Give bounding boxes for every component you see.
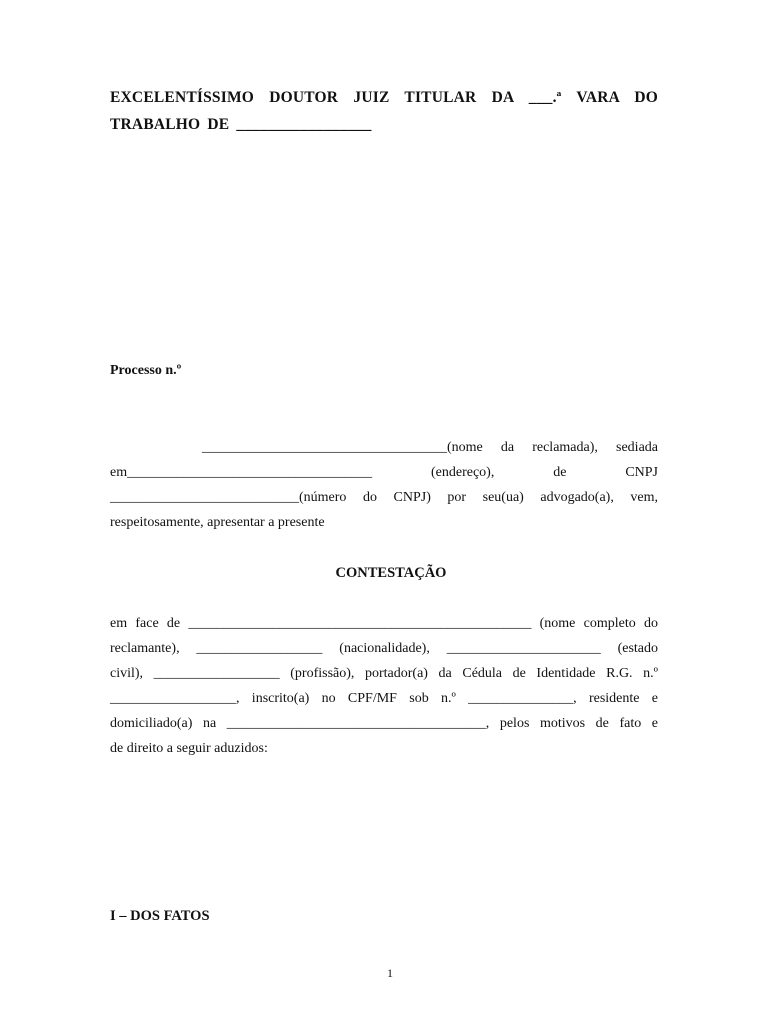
body-line-6: de direito a seguir aduzidos:	[110, 741, 268, 756]
body-line-3: civil), __________________ (profissão), portador(a) da Cédula de Identidade R.G. n.º	[110, 666, 658, 681]
body-paragraph	[110, 611, 658, 761]
intro-line-4: respeitosamente, apresentar a presente	[110, 515, 325, 530]
body-line-2: reclamante), __________________ (nacionalidade), ______________________ (estado	[110, 641, 658, 656]
section-heading: I – DOS FATOS	[110, 908, 210, 924]
intro-line-2: em___________________________________ (endereço), de CNPJ	[110, 465, 658, 480]
page-number: 1	[387, 966, 393, 980]
intro-paragraph	[110, 435, 658, 535]
body-line-4: __________________, inscrito(a) no CPF/MF sob n.º _______________, residente e	[110, 691, 658, 706]
intro-line-3: ___________________________(número do CNPJ) por seu(ua) advogado(a), vem,	[110, 490, 658, 505]
body-line-5: domiciliado(a) na _____________________________________, pelos motivos de fato e	[110, 716, 658, 731]
heading-line-2: TRABALHO DE _________________	[110, 116, 372, 133]
heading-line-1: EXCELENTÍSSIMO DOUTOR JUIZ TITULAR DA ___.ª VARA DO	[110, 89, 658, 106]
intro-line-1: ___________________________________(nome da reclamada), sediada	[202, 440, 658, 455]
process-number-label: Processo n.º	[110, 363, 182, 378]
body-line-1: em face de _________________________________________________ (nome completo do	[110, 616, 658, 631]
document-title: CONTESTAÇÃO	[335, 565, 447, 581]
addressee-heading	[110, 84, 658, 138]
